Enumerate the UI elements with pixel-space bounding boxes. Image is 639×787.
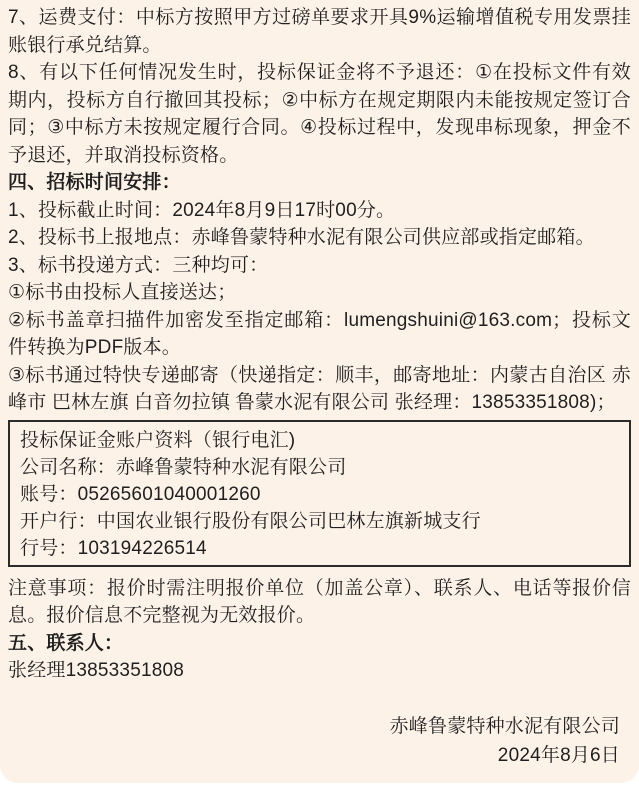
signature-block [8,712,631,770]
paragraph-notice: 注意事项：报价时需注明报价单位（加盖公章）、联系人、电话等报价信息。报价信息不完整视为无效报价。 [8,577,631,626]
item-bid-deadline: 1、投标截止时间：2024年8月9日17时00分。 [8,199,396,221]
bank-box-account-number: 账号：05265601040001260 [20,483,261,505]
signature-date: 2024年8月6日 [497,744,620,766]
method-email-delivery: ②标书盖章扫描件加密发至指定邮箱：lumengshuini@163.com；投标文件转换为PDF版本。 [8,309,631,358]
item-delivery-methods: 3、标书投递方式：三种均可： [8,254,269,276]
paragraph-deposit-forfeit: 8、有以下任何情况发生时，投标保证金将不予退还：①在投标文件有效期内，投标方自行撤回其投标；②中标方在规定期限内未能按规定签订合同；③中标方未按规定履行合同。④投标过程中，发现串标现象，押金不予退还，并取消投标资格。 [8,62,631,166]
section-heading-schedule: 四、招标时间安排： [8,172,181,193]
item-submit-location: 2、投标书上报地点：赤峰鲁蒙特种水泥有限公司供应部或指定邮箱。 [8,227,595,248]
bank-box-bank-name: 开户行：中国农业银行股份有限公司巴林左旗新城支行 [20,510,481,532]
method-express-delivery: ③标书通过特快专递邮寄（快递指定：顺丰，邮寄地址：内蒙古自治区 赤峰市 巴林左旗 白音勿拉镇 鲁蒙水泥有限公司 张经理：13853351808)； [8,364,631,413]
bank-info-box [8,420,631,567]
bank-box-bank-code: 行号：103194226514 [20,537,207,559]
bank-box-company-name: 公司名称：赤峰鲁蒙特种水泥有限公司 [20,456,347,478]
contact-person: 张经理13853351808 [8,660,185,681]
method-direct-delivery: ①标书由投标人直接送达； [8,282,237,303]
signature-company: 赤峰鲁蒙特种水泥有限公司 [389,715,620,737]
bank-box-title: 投标保证金账户资料（银行电汇) [20,429,296,451]
section-heading-contact: 五、联系人： [8,632,124,654]
paragraph-freight-payment: 7、运费支付：中标方按照甲方过磅单要求开具9%运输增值税专用发票挂账银行承兑结算。 [8,7,631,56]
